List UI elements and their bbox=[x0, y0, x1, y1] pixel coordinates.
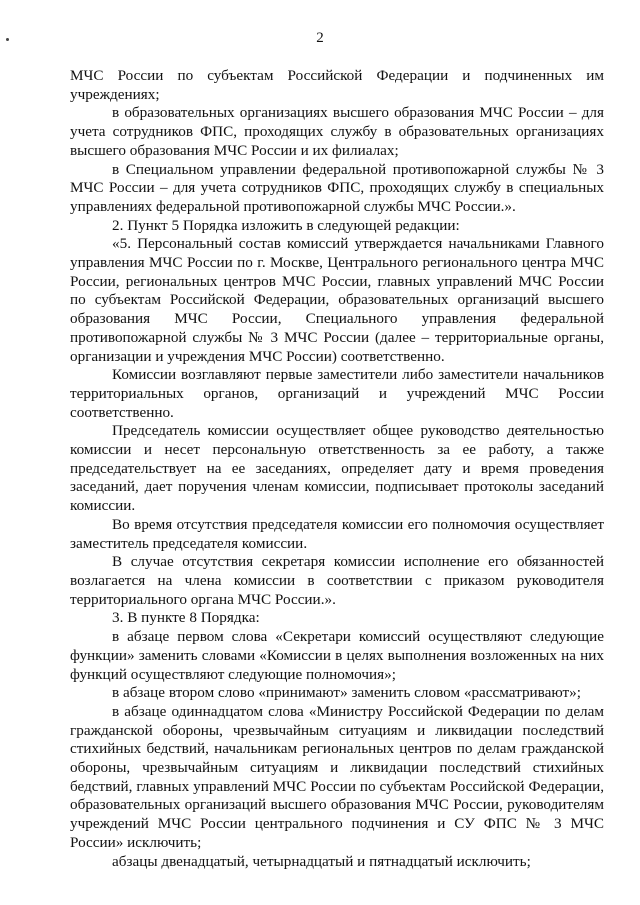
paragraph: в абзаце одиннадцатом слова «Министру Российской Федерации по делам гражданской обороны, чрезвычайным ситуациям и ликвидации последствий стихийных бедствий, начальникам региональных центров по делам гражданской обороны, чрезвычайным ситуациям и ликвидации последствий стихийных бедствий, главных управлений МЧС России по субъектам Российской Федерации, образовательных организаций высшего образования МЧС России, руководителям учреждений МЧС России центрального подчинения и СУ ФПС № 3 МЧС России» исключить; bbox=[70, 702, 604, 851]
paragraph: Председатель комиссии осуществляет общее руководство деятельностью комиссии и несет персональную ответственность за ее работу, а также председательствует на ее заседаниях, определяет дату и время проведения заседаний, дает поручения членам комиссии, подписывает протоколы заседаний комиссии. bbox=[70, 422, 604, 515]
paragraph: в абзаце втором слово «принимают» заменить словом «рассматривают»; bbox=[112, 684, 581, 702]
paragraph: В случае отсутствия секретаря комиссии исполнение его обязанностей возлагается на члена комиссии в соответствии с приказом руководителя территориального органа МЧС России.». bbox=[70, 553, 604, 608]
paragraph: Комиссии возглавляют первые заместители либо заместители начальников территориальных органов, организаций и учреждений МЧС России соответственно. bbox=[70, 366, 604, 421]
paragraph: 2. Пункт 5 Порядка изложить в следующей редакции: bbox=[112, 216, 460, 234]
paragraph: «5. Персональный состав комиссий утверждается начальниками Главного управления МЧС России по г. Москве, Центрального регионального центра МЧС России, региональных центров МЧС России, главных управлений МЧС России по субъектам Российской Федерации, образовательных организаций высшего образования МЧС России, Специального управления федеральной противопожарной службы № 3 МЧС России (далее – территориальные органы, организации и учреждения МЧС России) соответственно. bbox=[70, 235, 604, 365]
paragraph: Во время отсутствия председателя комиссии его полномочия осуществляет заместитель председателя комиссии. bbox=[70, 515, 604, 552]
paragraph: абзацы двенадцатый, четырнадцатый и пятнадцатый исключить; bbox=[112, 852, 531, 870]
paragraph: в абзаце первом слова «Секретари комиссий осуществляют следующие функции» заменить словами «Комиссии в целях выполнения возложенных на них функций осуществляют следующие полномочия»; bbox=[70, 628, 604, 683]
paragraph: МЧС России по субъектам Российской Федерации и подчиненных им учреждениях; bbox=[70, 67, 604, 103]
paragraph: в образовательных организациях высшего образования МЧС России – для учета сотрудников ФПС, проходящих службу в образовательных организациях высшего образования МЧС России и их филиалах; bbox=[70, 104, 604, 159]
paragraph: 3. В пункте 8 Порядка: bbox=[112, 609, 260, 627]
page-number: 2 bbox=[316, 30, 324, 46]
document-body bbox=[70, 67, 604, 871]
paragraph: в Специальном управлении федеральной противопожарной службы № 3 МЧС России – для учета сотрудников ФПС, проходящих службу в специальных управлениях федеральной противопожарной службы МЧС России.». bbox=[70, 160, 604, 215]
